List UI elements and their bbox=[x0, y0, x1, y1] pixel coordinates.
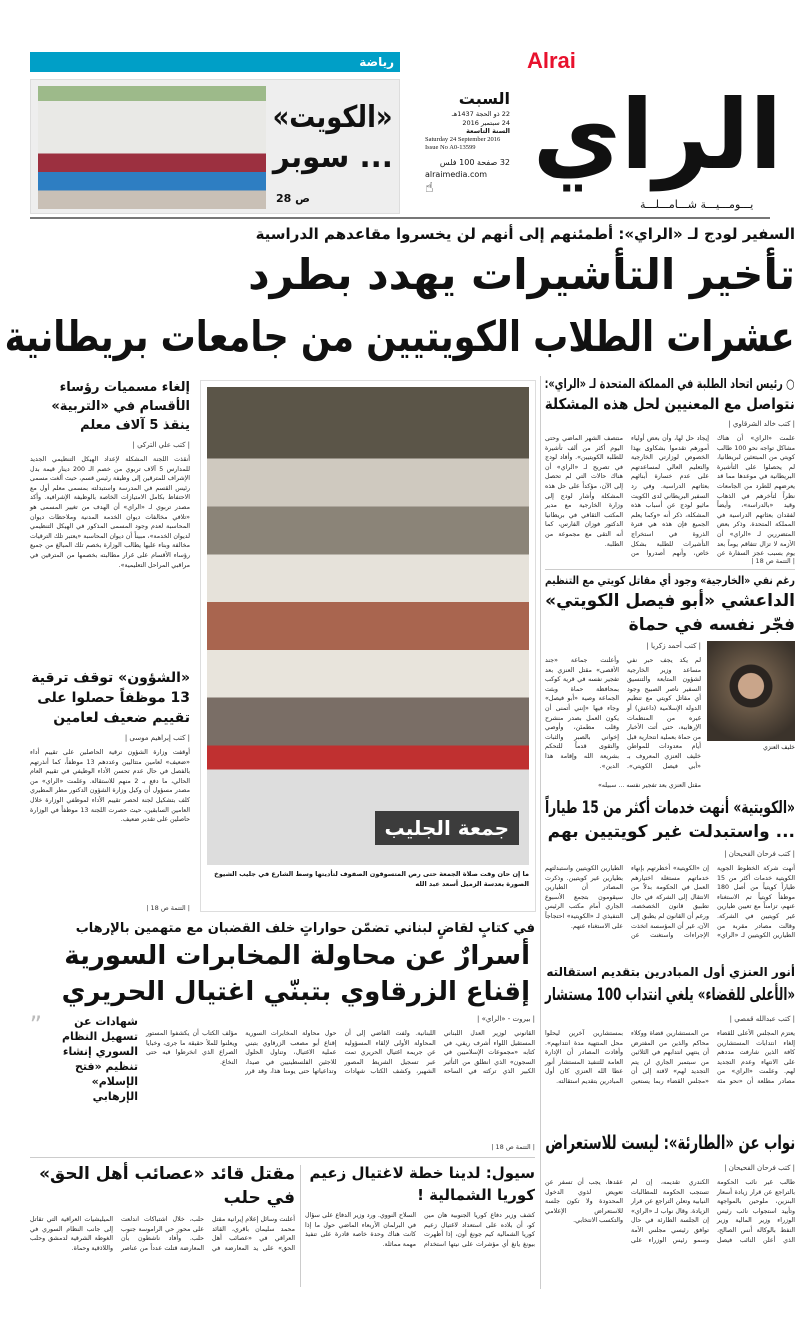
issue-number: Issue No A0-13599 bbox=[425, 144, 476, 151]
lebanon-body: القانوني لوزير العدل اللبناني المستقيل اللواء أشرف ريفي، في كتابه «مجموعات الإسلاميين في السجون» الذي انطلق من التأثير الكبير الذي تركته في الساحة اللبنانية. ولفت القاضي إلى أن المحاولة الأولى لإلقاء المسؤولية عن جريمة اغتيال الحريري تمت عبر تسجيل الشريط المصور الشهير، وكشف الكتاب شهادات حول محاولة المخابرات السورية إقناع أبو مصعب الزرقاوي بتبني عملية الاغتيال، وتناول الحلول للاجئين الفلسطينيين في صيدا، وتداعياتها حتى يومنا هذا، وقد قرر مؤلف الكتاب أن يكشفوا المستور ويعلنوا للملأ حقيقة ما جرى، وخبايا الصراع الذي انخرطوا فيه حتى النخاع. bbox=[146, 1030, 535, 1076]
social-affairs-story[interactable] bbox=[30, 668, 190, 913]
education-body: أنقذت اللجنة المشكلة لإعداد الهيكل التنظيمي الجديد للمدارس 5 آلاف تربوي من خصم الـ 200 دينار قيمة بدل الإشراف للمترقين إلى وظيفة رئيس قسم، حيث ألغت مسمى رئيس القسم في المدرسة واستبدلته بمسمى معلم أول مع الاحتفاظ بكامل الامتيازات الخاصة بالوظيفة الإشرافية. وأكد مصدر تربوي لـ «الراي» أن الهدف من تغيير المسمى هو «تلافي مخالفات ديوان الخدمة المدنية وملاحظات ديوان المحاسبة لعدم وجود المسمى المذكور في الهيكل التنظيمي لديوان الخدمة»، مبيناً أن ديوان المحاسبة «يعتبر تلك الترقيات مخالفة وبناء عليها يطالب الوزارة بخصم تلك المبالغ من جميع رؤساء الأقسام على غرار مطالبته بخصمها من المترقين في مراقبي المراحل التعليمية». bbox=[30, 456, 191, 569]
isis-content bbox=[545, 641, 795, 791]
social-continue[interactable]: | التتمة ص 18 | bbox=[146, 904, 190, 912]
lead-story[interactable] bbox=[5, 224, 795, 372]
students-kicker-line bbox=[545, 376, 795, 394]
website-link[interactable]: alraimedia.com bbox=[425, 169, 488, 179]
korea-headline: سيول: لدينا خطة لاغتيال زعيم كوريا الشمالية ! bbox=[309, 1164, 535, 1204]
sports-headline-line: ... سوبر bbox=[273, 140, 393, 175]
students-story[interactable] bbox=[545, 376, 795, 566]
students-kicker bbox=[545, 376, 795, 394]
column-divider bbox=[300, 1165, 301, 1287]
sports-headline-wrap bbox=[273, 138, 393, 178]
year-number: السنة التاسعة bbox=[466, 127, 510, 135]
lebanon-headline: أسرارٌ عن محاولة المخابرات السورية إقناع الزرقاوي بتبنّي اغتيال الحريري bbox=[61, 941, 530, 1007]
aleppo-story[interactable] bbox=[30, 1162, 295, 1288]
judiciary-kicker: أنور العنزي أول المبادرين بتقديم استقالته bbox=[546, 965, 795, 979]
date-block bbox=[425, 88, 510, 196]
judiciary-byline: | كتب عبدالله قمصي | bbox=[729, 1015, 795, 1023]
airways-headline-wrap bbox=[545, 820, 795, 844]
isis-story[interactable] bbox=[545, 573, 795, 791]
judiciary-body: يعتزم المجلس الأعلى للقضاء إلغاء انتدابات المستشارين كافة الذين شارفت مددهم على الانتهاء وعدم التجديد لهم. وعلمت «الراي» من مصادر مطلعة أن «نحو مئة من المستشارين قضاة ووكلاء محاكم والذين من المفترض أن ينتهي انتدابهم في الثلاثين من سبتمبر الجاري لن يتم التجديد لهم» لافتة إلى أن «مجلس القضاء ربما يستعين بمستشارين آخرين ليحلوا محل المنتهية مدة انتدابهم». وأفادت المصادر أن الإدارة العامة للتنفيذ المستشار أنور عطا الله العنزي كان أول المبادرين بتقديم استقالته. bbox=[545, 1030, 795, 1085]
trophy-photo bbox=[38, 86, 266, 209]
social-body: أوقفت وزارة الشؤون ترقية الحاصلين على تقييم أداء «ضعيف» لعامين متتاليين وعددهم 13 موظفاً، كما أنذرتهم بالفصل في حال عدم تحسن الأداء الوظيفي في تقييم العام الحالي، ما دفع بـ 2 منهم للاستقالة. وعلمت «الراي» من مصدر مسؤول أن وكيل وزارة الشؤون الدكتور مطر المطيري كلف بتشكيل لجنة لحصر تقييم الأداء لموظفي الوزارة خلال العامين السابقين، حيث حصرت اللجنة 13 موظفاً في الوزارة حاصلين على تقدير ضعيف. bbox=[30, 749, 191, 824]
hand-pointer-icon: ☝ bbox=[425, 179, 434, 196]
tagline: يـــومـــيـــة شـــامـــلـــة bbox=[640, 198, 754, 211]
lebanon-pullquote bbox=[29, 1011, 138, 1152]
education-story[interactable] bbox=[30, 378, 190, 660]
isis-text bbox=[545, 641, 701, 791]
photo-caption-text: ما إن حان وقت صلاة الجمعة حتى رص المتسوقون الصفوف لتأديتها وسط الشارع في جليب الشيوخ bbox=[214, 870, 529, 878]
education-byline: | كتب علي التركي | bbox=[132, 441, 190, 449]
sports-headline-line: «الكويت» bbox=[273, 100, 393, 135]
lebanon-quote: شهادات عن تسهيل النظام السوري إنشاء تنظيم «فتح الإسلام» الإرهابي bbox=[61, 1015, 138, 1103]
judiciary-headline: «الأعلى للقضاء» يلغي انتداب 100 مستشار bbox=[545, 985, 795, 1005]
session-story[interactable] bbox=[545, 1128, 795, 1288]
isis-photo-wrap bbox=[707, 641, 795, 791]
isis-kicker-wrap bbox=[545, 573, 795, 589]
lead-headline-wrap bbox=[5, 244, 795, 306]
students-headline-wrap bbox=[545, 394, 795, 414]
lebanon-kicker: في كتابٍ لقاضٍ لبناني تضمّن حواراتٍ خلف القضبان مع متهمين بالإرهاب bbox=[75, 921, 535, 936]
isis-tail: مقتل العنزي بعد تفجير نفسه ... سبيله» bbox=[597, 782, 701, 790]
isis-headline: الداعشي «أبو فيصل الكويتي» فجّر نفسه في حماة bbox=[545, 591, 795, 635]
airways-headline-wrap bbox=[545, 796, 795, 820]
judiciary-story[interactable] bbox=[545, 964, 795, 1124]
hijri-date: 22 ذو الحجة 1437هـ bbox=[451, 110, 510, 118]
airways-story[interactable] bbox=[545, 796, 795, 960]
social-headline: «الشؤون» توقف ترقية 13 موظفاً حصلوا على تقييم ضعيف لعامين bbox=[31, 670, 190, 726]
lebanon-kicker-wrap bbox=[30, 920, 535, 938]
lead-headline-line: عشرات الطلاب الكويتيين من جامعات بريطانية bbox=[4, 312, 795, 361]
korea-body: كشف وزير دفاع كوريا الجنوبية هان مين كو، أن بلاده على استعداد لاغتيال زعيم كوريا الشمالية كيم جونغ أون، إذا أظهرت بيونغ يانغ أي مؤشرات على نيتها استخدام السلاح النووي. ورد وزير الدفاع على سؤال في البرلمان الأربعاء الماضي حول ما إذا كانت هناك وحدة خاصة قادرة على تنفيذ مهمة مماثلة. bbox=[305, 1212, 535, 1248]
sports-headline bbox=[273, 98, 393, 178]
aleppo-body: أعلنت وسائل إعلام إيرانية مقتل محمد سليمان باقري، القائد العراقي في «عصائب أهل الحق» على يد المعارضة في حلب، خلال اشتباكات اندلعت على محور حي الراموسة جنوب حلب. وأفاد ناشطون بأن المعارضة قتلت عدداً من عناصر الميليشيات العراقية التي تقاتل إلى جانب النظام السوري في الغوطة الشرقية لدمشق وحلب واللاذقية وحماة. bbox=[30, 1216, 295, 1252]
lebanon-content bbox=[29, 1011, 535, 1152]
date-english: Saturday 24 September 2016 bbox=[425, 135, 501, 143]
divider bbox=[30, 1157, 535, 1158]
aleppo-headline: مقتل قائد «عصائب أهل الحق» في حلب bbox=[39, 1164, 295, 1208]
airways-headline-line: ... واستبدلت غير كويتيين بهم bbox=[547, 822, 795, 842]
isis-body: لم يكد يجف حبر نفي مساعد وزير الخارجية لشؤون المتابعة والتنسيق السفير ناصر الصبيح وجود أي مقاتل كويتي مع تنظيم الدولة الإسلامية (داعش) أو غيره من المنظمات الإرهابية، حتى أتت الأخبار من حماة بعملية انتحارية قبل أيام معدودات للمواطن خليف العنزي المعروف بـ «أبي فيصل الكويتي». وأعلنت جماعة «جند الأقصى» مقتل العنزي بعد تفجير نفسه في قرية كوكب بمحافظة حماة وبثت الجماعة وصية «أبو فيصل» وجاء فيها «إنني أتمنى أن يكون العمل بصدر منشرح وقلب مطمئن، وأوصي إخواني بالصبر والثبات والتقوى قدماً للتحكم بشريعة الله وإقامة هذا الدين». bbox=[545, 657, 701, 770]
judiciary-headline-wrap bbox=[545, 981, 795, 1009]
social-byline: | كتب إبراهيم موسى | bbox=[124, 734, 190, 742]
session-headline: نواب عن «الطارئة»: ليست للاستعراض bbox=[545, 1132, 795, 1154]
lead-kicker-wrap bbox=[5, 224, 795, 244]
airways-body: أنهت شركة الخطوط الجوية الكويتية خدمات أكثر من 15 طياراً كويتياً من أصل 180 موظفاً كويتياً تم الاستغناء عنهم، تزامناً مع تعيين طيارين غير كويتيين في الشركة. وقالت مصادر مقربة من الطيارين الكويتيين لـ «الراي» إن «الكويتية» أخطرتهم بإنهاء خدماتهم مستغلة اختيارهم العمل في الحكومة بدلاً من الانتقال إلى الشركة في حال تطبيق قانون الخصخصة، ورغم أن القانون لم يطبق إلى الآن، غير أن المؤسسة اتخذت الإجراءات واستغنت عن الطيارين الكويتيين واستبدلتهم بطيارين غير كويتيين. وذكرت المصادر أن الطيارين سيقومون بتجمع الأسبوع الجاري أمام مكتب الرئيس التنفيذي لـ «الكويتية» احتجاجاً على الاستغناء عنهم. bbox=[545, 865, 795, 940]
sports-section[interactable] bbox=[30, 52, 400, 214]
education-headline: إلغاء مسميات رؤساء الأقسام في «التربية» ينقذ 5 آلاف معلم bbox=[51, 380, 190, 433]
isis-byline: | كتب أحمد زكريا | bbox=[646, 642, 701, 650]
students-headline: نتواصل مع المعنيين لحل هذه المشكلة bbox=[545, 395, 795, 413]
date-english-wrap bbox=[425, 136, 510, 145]
photo-label: جمعة الجليب bbox=[375, 811, 519, 845]
sports-section-label: رياضة bbox=[359, 55, 394, 69]
lebanon-byline: | بيروت - «الراي» | bbox=[477, 1015, 535, 1023]
gregorian-date: 24 سبتمبر 2016 bbox=[462, 118, 510, 127]
price: 32 صفحة 100 فلس bbox=[439, 157, 510, 167]
masthead-rule bbox=[30, 217, 770, 219]
session-byline: | كتب فرحان الفحيحان | bbox=[724, 1164, 795, 1172]
lead-headline-wrap bbox=[5, 306, 795, 368]
logo-wrap bbox=[520, 76, 795, 194]
sports-page-ref[interactable]: ص 28 bbox=[276, 192, 310, 205]
airways-headline-line: «الكويتية» أنهت خدمات أكثر من 15 طياراً bbox=[544, 798, 795, 818]
photo-feature bbox=[200, 380, 536, 912]
isis-photo-caption: خليف العنزي bbox=[763, 744, 795, 751]
photo-caption bbox=[207, 869, 529, 889]
sports-headline-wrap bbox=[273, 98, 393, 138]
lebanon-continue[interactable]: | التتمة ص 18 | bbox=[491, 1143, 535, 1151]
students-kicker-text: رئيس اتحاد الطلبة في المملكة المتحدة لـ «الراي»: bbox=[544, 377, 784, 392]
lead-kicker: السفير لودج لـ «الراي»: أطمئنهم إلى أنهم لن يخسروا مقاعدهم الدراسية bbox=[255, 225, 795, 243]
masthead bbox=[420, 48, 800, 216]
sports-section-bar bbox=[30, 52, 400, 72]
students-continue[interactable]: | التتمة ص 18 | bbox=[751, 557, 795, 565]
day-name: السبت bbox=[458, 89, 510, 108]
students-body: علمت «الراي» أن هناك مشاكل تواجه نحو 100 طالب كويتي من المبتعثين لبريطانيا، لم يحصلوا على التأشيرة البريطانية في موعدها مما قد يعرضهم للطرد من الجامعات نظراً لتأخرهم في الذهاب وقيد «بالدراسة»، وأيضاً لفقدان بعثاتهم الدراسية في المملكة المتحدة. وذكر بعض المتضررين لـ «الراي» أن الأزمة لا تزال تتفاقم يوماً بعد يوم بسبب عجز السفارة عن إيجاد حل لها، وأن بعض أولياء أمورهم تقدموا بشكاوى بهذا الخصوص لوزارتي الخارجية والتعليم العالي لمساعدتهم على عدم خسارة أبنائهم بعثاتهم الدراسية. وفي رد السفير البريطاني لدى الكويت ماثيو لودج عن أسباب هذه المشكلة، ذكر أنه «وكما يعلم الجميع فإن هذه هي فترة الذروة في استخراج التأشيرات للطلبة بشكل خاص، وأنهم أصدروا من منتصف الشهر الماضي وحتى اليوم أكثر من ألف تأشيرة للطلبة الكويتيين». وأفاد لودج في تصريح لـ «الراي» أن هناك حالات التي لم تحصل إلى الآن، مؤكداً على حل هذه المشكلة وأشار لودج إلى وزارة الخارجية مع مدير المكتب الثقافي في بريطانيا الدكتور فوزان الفارس، كما أنه التقى مع مجموعة من الطلبة. bbox=[545, 435, 795, 558]
column-divider bbox=[540, 376, 541, 1289]
lebanon-story[interactable] bbox=[30, 920, 535, 1152]
sports-teaser-box bbox=[30, 79, 400, 214]
korea-story[interactable] bbox=[305, 1162, 535, 1288]
session-headline-wrap bbox=[545, 1128, 795, 1158]
quote-icon: ” bbox=[29, 1011, 42, 1039]
friday-prayer-photo bbox=[207, 387, 529, 865]
judiciary-kicker-wrap bbox=[545, 964, 795, 981]
photo-credit: الصورة بعدسة الزميل أسعد عبد الله bbox=[415, 880, 529, 888]
airways-byline: | كتب فرحان الفحيحان | bbox=[724, 850, 795, 858]
isis-photo bbox=[707, 641, 795, 741]
logo-arabic: الراي bbox=[532, 79, 783, 191]
lebanon-text bbox=[146, 1014, 535, 1152]
isis-kicker: رغم نفي «الخارجية» وجود أي مقاتل كويتي مع التنظيم bbox=[545, 574, 795, 587]
session-body: طالب غير نائب الحكومة بالتراجع عن قرار زيادة أسعار البنزين، ملوحين بالمواجهة وتأييد استجواب نائب رئيس الوزراء وزير المالية وزير النفط بالوكالة أنس الصالح، الذي أعلن النائب فيصل الكندري تقديمه، إن لم تستجب الحكومة للمطالبات النيابية وتعلن التراجع عن قرار الزيادة. وقال نواب لـ «الراي» إن الجلسة الطارئة في حال توافق رئيسي مجلس الأمة وسمو رئيس الوزراء على عقدها، يجب أن تسفر عن تعويض لذوي الدخول المحدودة ولا تكون جلسة للاستعراض الإعلامي والتكسب الانتخابي. bbox=[545, 1179, 795, 1244]
circle-icon: ○ bbox=[783, 377, 795, 392]
students-byline: | كتب خالد الشرقاوي | bbox=[728, 420, 795, 428]
lead-headline-line: تأخير التأشيرات يهدد بطرد bbox=[248, 250, 795, 299]
logo-latin: Alrai bbox=[527, 48, 576, 73]
divider bbox=[545, 569, 795, 570]
